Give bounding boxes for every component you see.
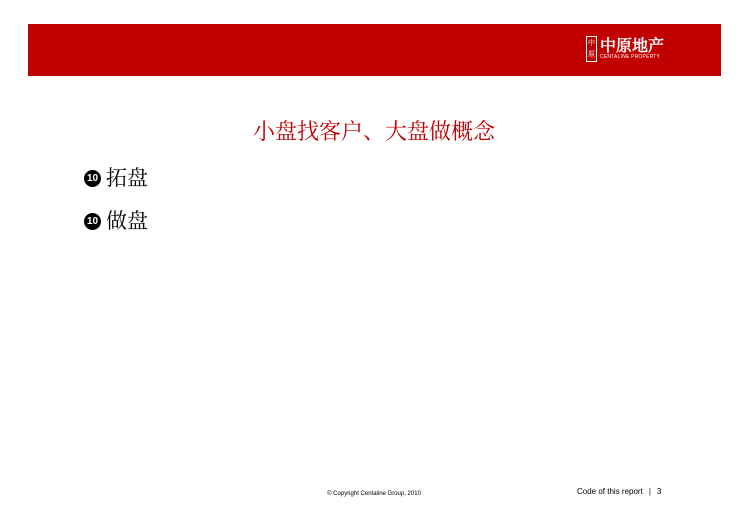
copyright-notice: © Copyright Centaline Group, 2010	[327, 491, 421, 497]
bullet-text: 做盘	[106, 209, 148, 233]
logo-english-name: CENTALINE PROPERTY	[600, 54, 661, 60]
centaline-logo	[586, 33, 664, 65]
page-title: 小盘找客户、大盘做概念	[252, 120, 495, 145]
bullet-ten-icon: 10	[84, 170, 101, 187]
list-item	[84, 163, 148, 193]
footer-separator: |	[648, 487, 651, 496]
logo-chinese-name: 中原地产	[600, 36, 665, 55]
bullet-list	[84, 163, 148, 249]
page-number: 3	[656, 487, 662, 496]
list-item	[84, 206, 148, 236]
report-code-label: Code of this report	[577, 487, 643, 496]
logo-text	[600, 37, 664, 61]
bullet-ten-icon: 10	[84, 213, 101, 230]
page-footer-code	[577, 487, 661, 496]
bullet-text: 拓盘	[106, 166, 148, 190]
logo-seal-icon: 中 原	[586, 36, 597, 62]
